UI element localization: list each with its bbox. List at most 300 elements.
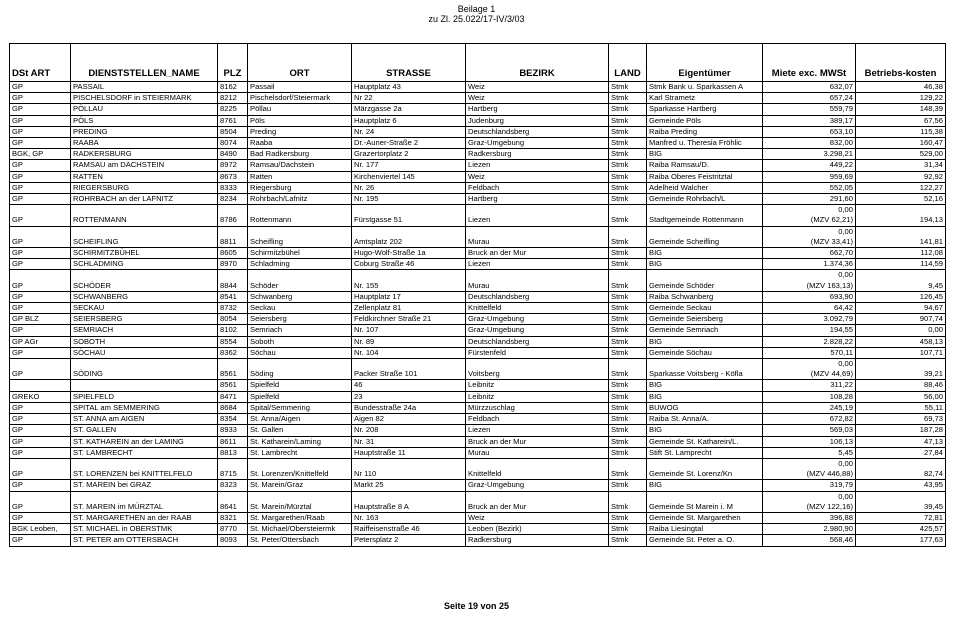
table-row [10, 248, 946, 259]
cell-name: SPIELFELD [71, 391, 218, 402]
cell-betriebskosten: 69,73 [856, 414, 946, 425]
cell-betriebskosten: 94,67 [856, 303, 946, 314]
miete-value: 0,00 [838, 226, 853, 236]
table-row [10, 535, 946, 546]
cell-bezirk: Liezen [466, 205, 609, 226]
cell-dst-art: GREKO [10, 391, 71, 402]
cell-ort: Schöder [248, 270, 352, 291]
cell-ort: Pöls [248, 115, 352, 126]
cell-ort: St. Peter/Ottersbach [248, 535, 352, 546]
cell-dst-art: GP [10, 171, 71, 182]
cell-eigentuemer: Sparkasse Hartberg [647, 104, 763, 115]
cell-ort: Schladming [248, 259, 352, 270]
cell-land: Stmk [609, 303, 647, 314]
cell-betriebskosten: 148,39 [856, 104, 946, 115]
cell-bezirk: Liezen [466, 259, 609, 270]
cell-bezirk: Hartberg [466, 104, 609, 115]
cell-dst-art: GP [10, 425, 71, 436]
table-row [10, 380, 946, 391]
cell-miete: 559,79 [763, 104, 856, 115]
cell-name: SCHWANBERG [71, 291, 218, 302]
cell-land: Stmk [609, 226, 647, 247]
cell-betriebskosten: 46,38 [856, 82, 946, 93]
cell-dst-art: GP [10, 182, 71, 193]
table-row [10, 115, 946, 126]
cell-strasse: Nr. 195 [352, 194, 466, 205]
cell-miete: 632,07 [763, 82, 856, 93]
cell-name: PÖLS [71, 115, 218, 126]
cell-dst-art: GP [10, 194, 71, 205]
cell-land: Stmk [609, 436, 647, 447]
cell-betriebskosten: 27,84 [856, 447, 946, 458]
cell-eigentuemer: Adelheid Walcher [647, 182, 763, 193]
table-row [10, 524, 946, 535]
cell-dst-art: GP [10, 248, 71, 259]
cell-betriebskosten: 52,16 [856, 194, 946, 205]
cell-name: ST. KATHAREIN an der LAMING [71, 436, 218, 447]
cell-eigentuemer: Sparkasse Voitsberg - Köfla [647, 359, 763, 380]
cell-plz: 8761 [218, 115, 248, 126]
cell-ort: Preding [248, 126, 352, 137]
cell-eigentuemer: Raiba Liesingtal [647, 524, 763, 535]
cell-bezirk: Leibnitz [466, 391, 609, 402]
cell-eigentuemer: Gemeinde Schöder [647, 270, 763, 291]
property-table [9, 43, 946, 547]
cell-betriebskosten: 82,74 [856, 458, 946, 479]
cell-betriebskosten: 115,38 [856, 126, 946, 137]
cell-plz: 8732 [218, 303, 248, 314]
cell-bezirk: Liezen [466, 160, 609, 171]
cell-miete: 396,88 [763, 512, 856, 523]
cell-name: ST. GALLEN [71, 425, 218, 436]
cell-name: SÖCHAU [71, 347, 218, 358]
mzv-value: (MZV 163,13) [806, 280, 853, 290]
table-row [10, 82, 946, 93]
cell-land: Stmk [609, 380, 647, 391]
cell-strasse: Petersplatz 2 [352, 535, 466, 546]
cell-bezirk: Hartberg [466, 194, 609, 205]
cell-land: Stmk [609, 336, 647, 347]
cell-strasse: Hauptplatz 17 [352, 291, 466, 302]
cell-plz: 8212 [218, 93, 248, 104]
cell-bezirk: Voitsberg [466, 359, 609, 380]
table-row [10, 205, 946, 226]
table-row [10, 325, 946, 336]
cell-plz: 8605 [218, 248, 248, 259]
cell-dst-art: GP [10, 535, 71, 546]
cell-dst-art: GP [10, 447, 71, 458]
cell-name: RATTEN [71, 171, 218, 182]
cell-miete [763, 226, 856, 247]
cell-plz: 8811 [218, 226, 248, 247]
cell-land: Stmk [609, 205, 647, 226]
cell-bezirk: Feldbach [466, 414, 609, 425]
cell-name: SPITAL am SEMMERING [71, 402, 218, 413]
cell-eigentuemer: Karl Strametz [647, 93, 763, 104]
cell-strasse: Packer Straße 101 [352, 359, 466, 380]
col-header-bezirk: BEZIRK [466, 44, 609, 82]
cell-land: Stmk [609, 291, 647, 302]
cell-bezirk: Weiz [466, 93, 609, 104]
cell-eigentuemer: Gemeinde Semriach [647, 325, 763, 336]
cell-dst-art: GP [10, 104, 71, 115]
cell-plz: 8972 [218, 160, 248, 171]
cell-strasse: Markt 25 [352, 480, 466, 491]
cell-strasse: Amtsplatz 202 [352, 226, 466, 247]
cell-eigentuemer: Stadtgemeinde Rottenmann [647, 205, 763, 226]
cell-ort: St. Anna/Aigen [248, 414, 352, 425]
cell-miete: 662,70 [763, 248, 856, 259]
cell-land: Stmk [609, 270, 647, 291]
cell-dst-art: GP [10, 512, 71, 523]
cell-name: ST. PETER am OTTERSBACH [71, 535, 218, 546]
cell-eigentuemer: Gemeinde Pöls [647, 115, 763, 126]
cell-land: Stmk [609, 182, 647, 193]
table-header-row [10, 44, 946, 82]
col-header-name: DIENSTSTELLEN_NAME [71, 44, 218, 82]
cell-land: Stmk [609, 512, 647, 523]
table-row [10, 160, 946, 171]
cell-strasse: Nr. 104 [352, 347, 466, 358]
table-row [10, 303, 946, 314]
miete-value: 0,00 [838, 359, 853, 369]
cell-strasse: Hauptplatz 43 [352, 82, 466, 93]
cell-land: Stmk [609, 138, 647, 149]
cell-plz: 8225 [218, 104, 248, 115]
cell-betriebskosten: 114,59 [856, 259, 946, 270]
cell-plz: 8554 [218, 336, 248, 347]
cell-betriebskosten: 88,46 [856, 380, 946, 391]
cell-dst-art [10, 380, 71, 391]
cell-bezirk: Bruck an der Mur [466, 436, 609, 447]
cell-betriebskosten: 529,00 [856, 149, 946, 160]
cell-eigentuemer: BIG [647, 248, 763, 259]
cell-name: PÖLLAU [71, 104, 218, 115]
cell-strasse: Hauptplatz 6 [352, 115, 466, 126]
cell-strasse: Nr. 24 [352, 126, 466, 137]
cell-name: RAABA [71, 138, 218, 149]
cell-eigentuemer: Gemeinde St Marein i. M [647, 491, 763, 512]
cell-land: Stmk [609, 259, 647, 270]
table-row [10, 194, 946, 205]
cell-strasse: Nr. 31 [352, 436, 466, 447]
cell-strasse: Nr 22 [352, 93, 466, 104]
cell-name: SÖDING [71, 359, 218, 380]
miete-value: 0,00 [838, 491, 853, 501]
cell-miete: 319,79 [763, 480, 856, 491]
cell-name: ST. ANNA am AIGEN [71, 414, 218, 425]
cell-land: Stmk [609, 325, 647, 336]
cell-betriebskosten: 177,63 [856, 535, 946, 546]
table-row [10, 126, 946, 137]
table-row [10, 447, 946, 458]
cell-eigentuemer: Gemeinde St. Katharein/L. [647, 436, 763, 447]
cell-bezirk: Leoben (Bezirk) [466, 524, 609, 535]
cell-ort: Schwanberg [248, 291, 352, 302]
table-row [10, 347, 946, 358]
col-header-miete: Miete exc. MWSt [763, 44, 856, 82]
cell-betriebskosten: 43,95 [856, 480, 946, 491]
cell-miete: 245,19 [763, 402, 856, 413]
cell-eigentuemer: BIG [647, 380, 763, 391]
cell-plz: 8234 [218, 194, 248, 205]
cell-plz: 8684 [218, 402, 248, 413]
cell-dst-art: GP [10, 303, 71, 314]
cell-name [71, 380, 218, 391]
table-row [10, 436, 946, 447]
cell-bezirk: Murau [466, 270, 609, 291]
cell-strasse: Raiffeisenstraße 46 [352, 524, 466, 535]
cell-miete: 3.298,21 [763, 149, 856, 160]
cell-miete: 657,24 [763, 93, 856, 104]
cell-eigentuemer: Raiba St. Anna/A. [647, 414, 763, 425]
cell-bezirk: Knittelfeld [466, 303, 609, 314]
cell-bezirk: Murau [466, 226, 609, 247]
cell-name: ST. LAMBRECHT [71, 447, 218, 458]
table-row [10, 149, 946, 160]
cell-betriebskosten: 72,81 [856, 512, 946, 523]
cell-plz: 8333 [218, 182, 248, 193]
cell-bezirk: Graz-Umgebung [466, 480, 609, 491]
cell-betriebskosten: 129,22 [856, 93, 946, 104]
cell-eigentuemer: Gemeinde Seiersberg [647, 314, 763, 325]
cell-land: Stmk [609, 535, 647, 546]
mzv-value: (MZV 122,16) [806, 501, 853, 511]
cell-miete: 653,10 [763, 126, 856, 137]
cell-ort: Spielfeld [248, 380, 352, 391]
cell-land: Stmk [609, 447, 647, 458]
cell-name: RAMSAU am DACHSTEIN [71, 160, 218, 171]
cell-ort: Semriach [248, 325, 352, 336]
cell-name: SCHIRMITZBÜHEL [71, 248, 218, 259]
cell-land: Stmk [609, 425, 647, 436]
cell-eigentuemer: Stmk Bank u. Sparkassen A [647, 82, 763, 93]
cell-plz: 8362 [218, 347, 248, 358]
cell-bezirk: Graz-Umgebung [466, 138, 609, 149]
cell-dst-art: GP [10, 436, 71, 447]
cell-bezirk: Weiz [466, 171, 609, 182]
cell-eigentuemer: BUWOG [647, 402, 763, 413]
cell-eigentuemer: Gemeinde Söchau [647, 347, 763, 358]
table-body [10, 82, 946, 547]
cell-name: ROHRBACH an der LAFNITZ [71, 194, 218, 205]
cell-ort: St. Marein/Graz [248, 480, 352, 491]
cell-miete: 959,69 [763, 171, 856, 182]
cell-name: ST. MICHAEL in OBERSTMK [71, 524, 218, 535]
cell-miete: 3.092,79 [763, 314, 856, 325]
cell-ort: Rohrbach/Lafnitz [248, 194, 352, 205]
cell-land: Stmk [609, 458, 647, 479]
cell-land: Stmk [609, 126, 647, 137]
cell-plz: 8673 [218, 171, 248, 182]
cell-name: SCHÖDER [71, 270, 218, 291]
cell-plz: 8715 [218, 458, 248, 479]
cell-name: SCHLADMING [71, 259, 218, 270]
cell-strasse: Grazertorplatz 2 [352, 149, 466, 160]
cell-bezirk: Radkersburg [466, 149, 609, 160]
cell-plz: 8054 [218, 314, 248, 325]
cell-bezirk: Weiz [466, 512, 609, 523]
cell-ort: St. Michael/Obersteiermk [248, 524, 352, 535]
cell-name: ST. MARGARETHEN an der RAAB [71, 512, 218, 523]
cell-miete [763, 491, 856, 512]
cell-ort: Seckau [248, 303, 352, 314]
cell-land: Stmk [609, 171, 647, 182]
cell-land: Stmk [609, 314, 647, 325]
cell-eigentuemer: Raiba Preding [647, 126, 763, 137]
cell-land: Stmk [609, 414, 647, 425]
cell-miete: 5,45 [763, 447, 856, 458]
cell-betriebskosten: 126,45 [856, 291, 946, 302]
attachment-label: Beilage 1 [457, 4, 496, 14]
cell-name: ST. MAREIN bei GRAZ [71, 480, 218, 491]
cell-dst-art: GP [10, 270, 71, 291]
cell-dst-art: GP [10, 291, 71, 302]
cell-strasse: Zellenplatz 81 [352, 303, 466, 314]
cell-miete: 311,22 [763, 380, 856, 391]
table-row [10, 171, 946, 182]
cell-plz: 8504 [218, 126, 248, 137]
cell-betriebskosten: 194,13 [856, 205, 946, 226]
cell-plz: 8970 [218, 259, 248, 270]
table-row [10, 458, 946, 479]
cell-dst-art: GP [10, 160, 71, 171]
table-row [10, 314, 946, 325]
cell-miete: 570,11 [763, 347, 856, 358]
cell-ort: St. Marein/Mürztal [248, 491, 352, 512]
cell-bezirk: Fürstenfeld [466, 347, 609, 358]
cell-name: PASSAIL [71, 82, 218, 93]
cell-ort: Bad Radkersburg [248, 149, 352, 160]
cell-plz: 8561 [218, 359, 248, 380]
table-row [10, 182, 946, 193]
cell-betriebskosten: 458,13 [856, 336, 946, 347]
cell-eigentuemer: Manfred u. Theresia Fröhlic [647, 138, 763, 149]
cell-eigentuemer: Gemeinde Rohrbach/L [647, 194, 763, 205]
table-row [10, 402, 946, 413]
cell-miete [763, 205, 856, 226]
cell-betriebskosten: 39,45 [856, 491, 946, 512]
cell-plz: 8102 [218, 325, 248, 336]
cell-strasse: Fürstgasse 51 [352, 205, 466, 226]
cell-betriebskosten: 187,28 [856, 425, 946, 436]
cell-ort: St. Margarethen/Raab [248, 512, 352, 523]
cell-ort: Söchau [248, 347, 352, 358]
cell-ort: Soboth [248, 336, 352, 347]
cell-bezirk: Mürzzuschlag [466, 402, 609, 413]
cell-plz: 8844 [218, 270, 248, 291]
cell-dst-art: GP [10, 205, 71, 226]
table-row [10, 391, 946, 402]
table-row [10, 414, 946, 425]
cell-land: Stmk [609, 359, 647, 380]
cell-plz: 8770 [218, 524, 248, 535]
cell-land: Stmk [609, 480, 647, 491]
cell-ort: Raaba [248, 138, 352, 149]
cell-plz: 8561 [218, 380, 248, 391]
cell-name: SEMRIACH [71, 325, 218, 336]
cell-miete: 693,90 [763, 291, 856, 302]
cell-miete: 672,82 [763, 414, 856, 425]
cell-plz: 8323 [218, 480, 248, 491]
cell-strasse: Nr 110 [352, 458, 466, 479]
cell-miete: 194,55 [763, 325, 856, 336]
cell-betriebskosten: 55,11 [856, 402, 946, 413]
cell-dst-art: GP [10, 414, 71, 425]
cell-miete: 389,17 [763, 115, 856, 126]
table-row [10, 259, 946, 270]
cell-dst-art: GP [10, 359, 71, 380]
cell-betriebskosten: 112,08 [856, 248, 946, 259]
cell-strasse: Dr.-Auner-Straße 2 [352, 138, 466, 149]
cell-land: Stmk [609, 347, 647, 358]
cell-name: ST. MAREIN im MÜRZTAL [71, 491, 218, 512]
col-header-plz: PLZ [218, 44, 248, 82]
cell-eigentuemer: Raiba Ramsau/D. [647, 160, 763, 171]
cell-dst-art: GP [10, 82, 71, 93]
cell-strasse: Märzgasse 2a [352, 104, 466, 115]
cell-strasse: Coburg Straße 46 [352, 259, 466, 270]
cell-miete: 291,60 [763, 194, 856, 205]
cell-bezirk: Deutschlandsberg [466, 126, 609, 137]
cell-ort: Riegersburg [248, 182, 352, 193]
cell-dst-art: GP [10, 402, 71, 413]
miete-value: 0,00 [838, 270, 853, 280]
cell-miete: 108,28 [763, 391, 856, 402]
cell-strasse: Aigen 82 [352, 414, 466, 425]
cell-land: Stmk [609, 194, 647, 205]
cell-strasse: 46 [352, 380, 466, 391]
cell-name: SCHEIFLING [71, 226, 218, 247]
cell-name: SECKAU [71, 303, 218, 314]
cell-miete: 568,46 [763, 535, 856, 546]
cell-ort: Seiersberg [248, 314, 352, 325]
cell-eigentuemer: BIG [647, 480, 763, 491]
table-row [10, 425, 946, 436]
table-row [10, 291, 946, 302]
table-row [10, 104, 946, 115]
cell-betriebskosten: 67,56 [856, 115, 946, 126]
table-row [10, 93, 946, 104]
cell-dst-art: GP AGr [10, 336, 71, 347]
cell-bezirk: Feldbach [466, 182, 609, 193]
cell-land: Stmk [609, 248, 647, 259]
cell-bezirk: Deutschlandsberg [466, 291, 609, 302]
cell-dst-art: GP [10, 126, 71, 137]
mzv-value: (MZV 33,41) [810, 236, 853, 246]
cell-plz: 8490 [218, 149, 248, 160]
cell-plz: 8933 [218, 425, 248, 436]
cell-plz: 8074 [218, 138, 248, 149]
cell-ort: Pöllau [248, 104, 352, 115]
cell-miete: 2.980,90 [763, 524, 856, 535]
cell-bezirk: Deutschlandsberg [466, 336, 609, 347]
cell-miete: 569,03 [763, 425, 856, 436]
cell-betriebskosten: 425,57 [856, 524, 946, 535]
cell-name: RIEGERSBURG [71, 182, 218, 193]
cell-plz: 8162 [218, 82, 248, 93]
cell-strasse: 23 [352, 391, 466, 402]
cell-plz: 8354 [218, 414, 248, 425]
cell-plz: 8471 [218, 391, 248, 402]
table-row [10, 270, 946, 291]
col-header-ort: ORT [248, 44, 352, 82]
cell-name: ST. LORENZEN bei KNITTELFELD [71, 458, 218, 479]
cell-bezirk: Knittelfeld [466, 458, 609, 479]
cell-dst-art: BGK Leoben, [10, 524, 71, 535]
cell-betriebskosten: 9,45 [856, 270, 946, 291]
mzv-value: (MZV 62,21) [810, 215, 853, 225]
